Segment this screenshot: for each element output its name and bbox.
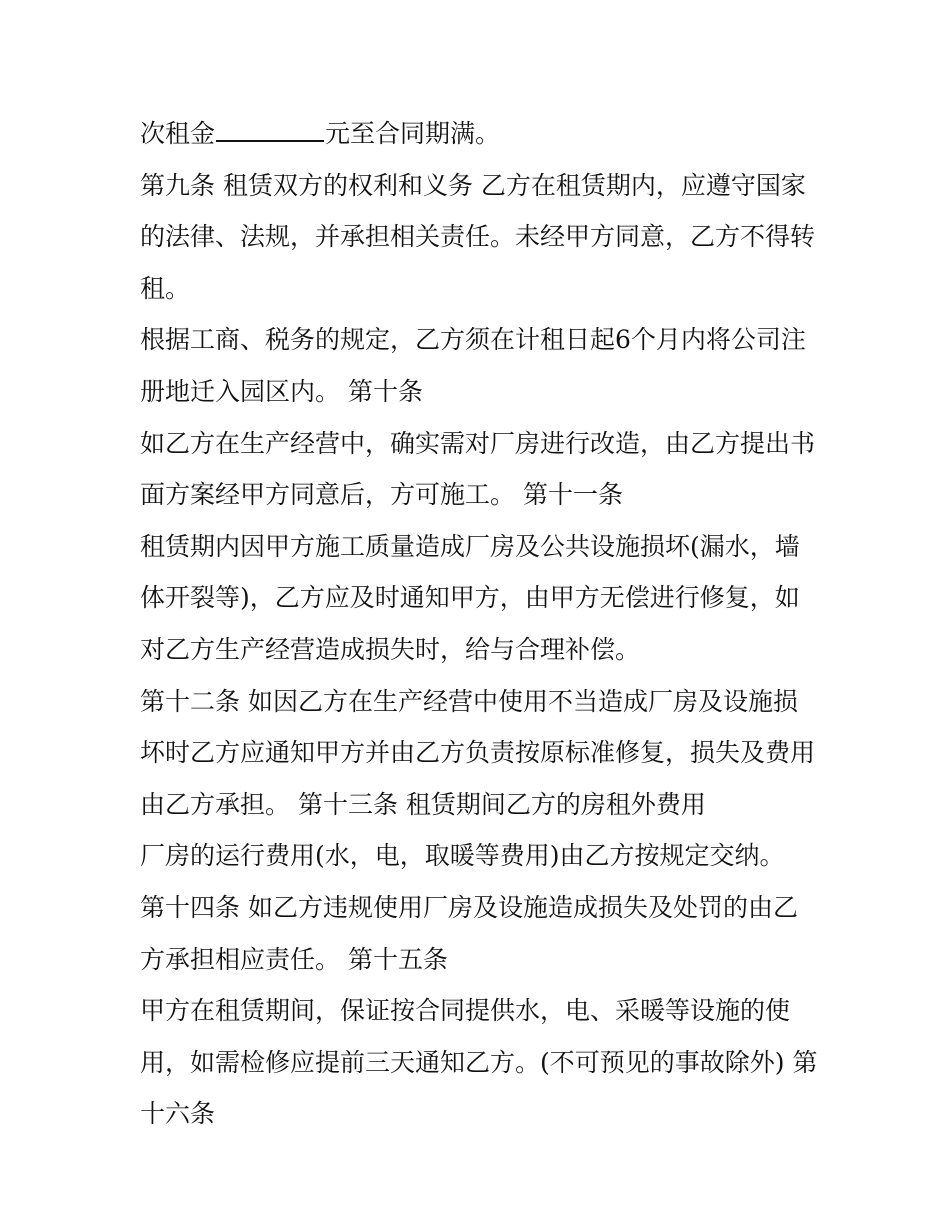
text-line: 第十四条 如乙方违规使用厂房及设施造成损失及处罚的由乙	[140, 892, 798, 922]
text-line: 用，如需检修应提前三天通知乙方。(不可预见的事故除外) 第	[140, 1047, 818, 1077]
text-line: 甲方在租赁期间，保证按合同提供水，电、采暖等设施的使	[140, 996, 791, 1026]
rent-label: 次租金	[140, 119, 216, 148]
text-line: 如乙方在生产经营中，确实需对厂房进行改造，由乙方提出书	[140, 428, 816, 458]
text-line: 厂房的运行费用(水，电，取暖等费用)由乙方按规定交纳。	[140, 841, 785, 871]
text-line: 第十二条 如因乙方在生产经营中使用不当造成厂房及设施损	[140, 686, 798, 716]
text-line	[140, 108, 830, 160]
text-line: 由乙方承担。 第十三条 租赁期间乙方的房租外费用	[140, 789, 706, 819]
text-line: 租赁期内因甲方施工质量造成厂房及公共设施损坏(漏水，墙	[140, 531, 800, 561]
text-line: 第九条 租赁双方的权利和义务 乙方在租赁期内，应遵守国家	[140, 170, 806, 200]
text-line: 坏时乙方应通知甲方并由乙方负责按原标准修复，损失及费用	[140, 738, 816, 768]
text-line: 体开裂等)，乙方应及时通知甲方，由甲方无偿进行修复，如	[140, 583, 800, 613]
text-line: 方承担相应责任。 第十五条	[140, 944, 448, 974]
rent-amount-blank[interactable]	[216, 116, 324, 142]
text-line: 十六条	[140, 1099, 216, 1129]
text-line: 册地迁入园区内。 第十条	[140, 376, 423, 406]
text-line: 对乙方生产经营造成损失时，给与合理补偿。	[140, 634, 641, 664]
text-line: 的法律、法规，并承担相关责任。未经甲方同意，乙方不得转	[140, 222, 816, 252]
text-line: 租。	[140, 273, 191, 303]
text-line: 根据工商、税务的规定，乙方须在计租日起6个月内将公司注	[140, 325, 806, 355]
text-line: 面方案经甲方同意后，方可施工。 第十一条	[140, 480, 623, 510]
document-body	[140, 108, 830, 1140]
rent-suffix: 元至合同期满。	[325, 119, 501, 148]
